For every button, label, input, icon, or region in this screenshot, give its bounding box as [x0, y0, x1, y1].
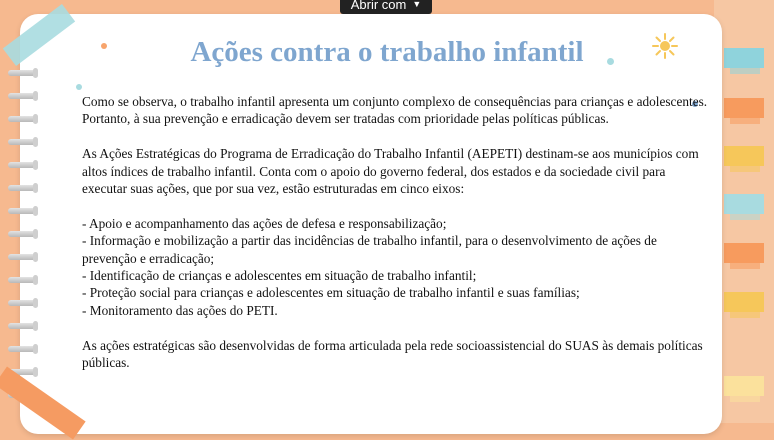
paragraph: As Ações Estratégicas do Programa de Erradicação do Trabalho Infantil (AEPETI) destinam-se aos municípios com altos índices de trabalho infantil. Conta com o apoio do governo federal, dos estados e da sociedade civil para executar suas ações, que por sua vez, estão estruturadas em cinco eixos:: [82, 146, 699, 197]
binding-ring: [8, 93, 36, 99]
decorative-tab-yellow: [724, 146, 764, 174]
binding-ring: [8, 116, 36, 122]
list-item: - Informação e mobilização a partir das incidências de trabalho infantil, para o desenvolvimento de ações de prevenção e erradicação;: [82, 233, 657, 266]
page-title: Ações contra o trabalho infantil: [190, 36, 584, 68]
decorative-tab-orange: [724, 243, 764, 271]
decorative-tab-yellow: [724, 292, 764, 320]
list-item: - Identificação de crianças e adolescentes em situação de trabalho infantil;: [82, 268, 477, 284]
paragraph: Como se observa, o trabalho infantil apresenta um conjunto complexo de consequências para crianças e adolescentes. Portanto, à sua prevenção e erradicação devem ser tratadas com prioridade pelas políticas públicas.: [82, 94, 708, 127]
open-with-button[interactable]: [340, 0, 432, 14]
binding-ring: [8, 300, 36, 306]
binding-ring: [8, 323, 36, 329]
decorative-tab-orange: [724, 98, 764, 126]
list-item: - Proteção social para crianças e adolescentes em situação de trabalho infantil e suas famílias;: [82, 285, 580, 301]
binding-ring: [8, 185, 36, 191]
binding-ring: [8, 346, 36, 352]
binding-ring: [8, 139, 36, 145]
binding-ring: [8, 277, 36, 283]
list-item: - Monitoramento das ações do PETI.: [82, 302, 278, 318]
binding-ring: [8, 70, 36, 76]
binding-ring: [8, 162, 36, 168]
decorative-dot: [76, 84, 82, 90]
list-item: - Apoio e acompanhamento das ações de defesa e responsabilização;: [82, 215, 447, 231]
decorative-tab-light-yellow: [724, 376, 764, 404]
decorative-tab-blue: [724, 194, 764, 222]
binding-ring: [8, 208, 36, 214]
binding-ring: [8, 231, 36, 237]
chevron-down-icon: ▼: [412, 0, 422, 9]
paragraph: As ações estratégicas são desenvolvidas de forma articulada pela rede socioassistencial do SUAS às demais políticas públicas.: [82, 337, 703, 371]
document-body: [82, 93, 710, 371]
binding-ring: [8, 254, 36, 260]
open-with-label: Abrir com: [350, 0, 407, 12]
